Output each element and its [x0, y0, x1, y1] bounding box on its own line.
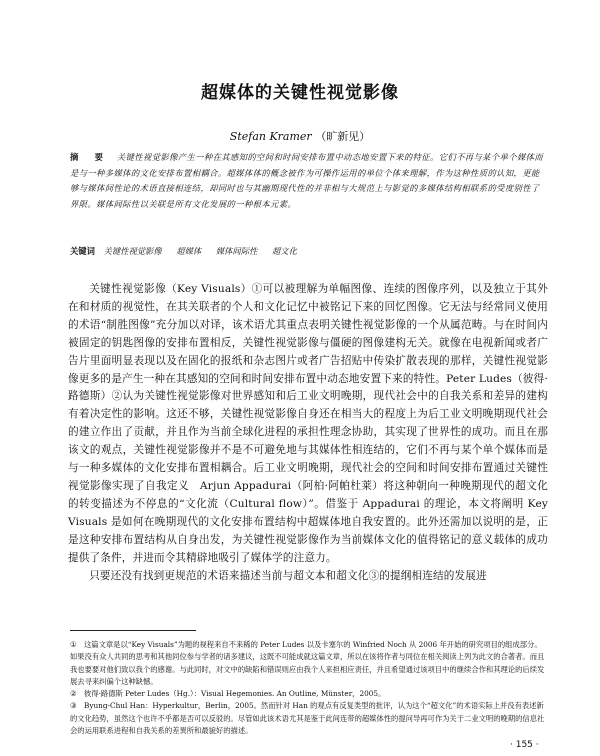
body-paragraph: 只要还没有找到更规范的术语来描述当前与超文本和超文化③的提纲相连结的发展进: [89, 569, 487, 582]
keywords: [70, 244, 546, 258]
footnote: [70, 688, 546, 700]
footnote-number: ①: [70, 640, 77, 649]
keyword-item: 超媒体: [176, 246, 202, 256]
footnote-text: 彼得·路德斯 Peter Ludes（Hg.）：Visual Hegemonies. An Outline, Münster，2005。: [84, 689, 386, 699]
keyword-item: 媒体间际性: [215, 246, 258, 256]
abstract: [70, 150, 546, 213]
keywords-label: 关键词: [70, 246, 95, 256]
body-paragraph: 关键性视觉影像（Key Visuals）①可以被理解为单幅图像、连续的图像序列，以及独立于其外在和材质的视觉性，在其关联者的个人和文化记忆中被铭记下来的回忆图像。它无法与经常同义使用的术语“制胜图像”充分加以对译，该术语尤其重点表明关键性视觉影像的一个从属范畴。与在时间内被固定的钥匙图像的安排布置相反，关键性视觉影像与僵硬的图像建构无关。就像在电视新闻或者广告片里面明显表现以及在固化的报纸和杂志图片或者广告招贴中传染扩散表现的那样，关键性视觉影像更多的是产生一种在其感知的空间和时间安排布置中动态地安置下来的特性。Peter Ludes（彼得·路德斯）②认为关键性视觉影像对世界感知和后工业文明晚期，现代社会中的自我关系和差异的建构有着决定性的影响。这还不够，关键性视觉影像自身还在相当大的程度上为后工业文明晚期现代社会的建立作出了贡献，并且作为当前全球化进程的承担性理念协助，其实现了世界性的成功。而且在那该文的观点，关键性视觉影像并不是不可避免地与其媒体性相连结的，它们不再与某个单个媒体而是与一种多媒体的文化安排布置相耦合。后工业文明晚期，现代社会的空间和时间安排布置通过关键性视觉影像实现了自我定义 Arjun Appadurai（阿柏·阿帕杜莱）将这种朝向一种晚期现代的超文化的转变描述为不停息的“文化流（Cultural flow）”。借鉴于 Appadurai 的理论，本文将阐明 Key Visuals 是如何在晚期现代的文化安排布置结构中超媒体地自我安置的。此外还需加以说明的是，正是这种安排布置结构从自身出发，为关键性视觉影像作为当前媒体文化的值得铭记的意义载体的成功提供了条件，并进而令其精辟地吸引了媒体学的注意力。: [68, 283, 548, 564]
footnote: [70, 639, 546, 688]
author-line: [0, 128, 600, 144]
footnote-divider: [70, 630, 196, 631]
keyword-item: 超文化: [271, 246, 297, 256]
keyword-item: 关键性视觉影像: [103, 246, 162, 256]
footnote-text: 这篇文章是以“Key Visuals”为题的视程来自不来稀的 Peter Ludes 以及卡塞尔的 Winfried Noch 从 2006 年开始的研究项目的组成部分。如果没有众人共同的思考和其他同位参与学者的诸多建议，这既不可能成就这篇文章，所以在该将作者与同位在相关阅读上列为此文的合著者。而且我也要要对他们致以我个的感谢。与此同时，对文中的缺陷和错误则应由我个人来担相应责任，并且希望通过该项目中的继续合作和其理论的后续发展去寻来纠偏个这种缺憾。: [70, 640, 545, 686]
footnote-number: ③: [70, 701, 77, 711]
body-text: [68, 281, 548, 585]
footnote-text: Byung-Chul Han：Hyperkultur，Berlin，2005。然而针对 Han 的观点有反复类型的批评，认为这个“超文化”的术语实际上并没有表述新的文化趋势，虽然这个也许不乎都是否可以反驳的。尽管如此该术语尤其是鉴于此间连带的超媒体性的提问导再可作为关于二业文明的晚期的信息社会的运用联系进程和自我关系的差異所和最貌好的描述。: [70, 701, 545, 736]
abstract-text: 关键性视觉影像产生一种在其感知的空间和时间安排布置中动态地安置下来的特征。它们不再与某个单个媒体而是与一种多媒体的文化安排布置相耦合。超媒体体的概念被作为可操作运用的单位个体来理解，作为这种性质的认知，更能够与媒体间性论的术语直接相连结，却同时也与其幽期现代性的并非相与大规范上与影觉的多媒体结构相联系的受度别性了界限。媒体间际性以关联是所有文化发展的一种根本元素。: [70, 152, 544, 210]
footnotes: [70, 639, 546, 737]
abstract-label: 摘 要: [70, 152, 107, 162]
footnote: [70, 700, 546, 737]
footnote-number: ②: [70, 689, 77, 699]
author-name: Stefan Kramer: [229, 130, 312, 143]
translator-name: （旷新见）: [315, 130, 371, 143]
page-number: · 155 ·: [510, 740, 539, 750]
article-title: 超媒体的关键性视觉影像: [201, 83, 399, 103]
